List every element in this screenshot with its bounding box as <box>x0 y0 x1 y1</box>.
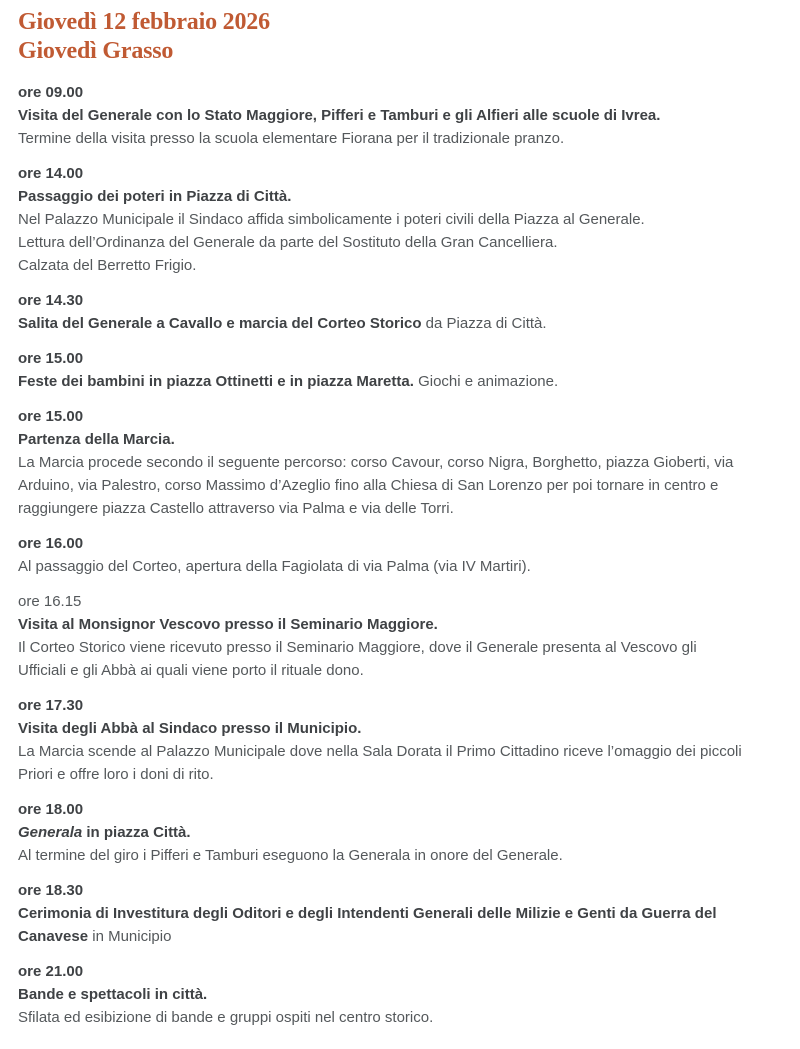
schedule-event <box>18 162 748 277</box>
page-title-date: Giovedì 12 febbraio 2026 <box>18 9 270 35</box>
event-title-text: in piazza Città. <box>82 824 191 841</box>
event-title-text: Visita al Monsignor Vescovo presso il Seminario Maggiore. <box>18 616 438 633</box>
schedule-event <box>18 405 748 520</box>
page-title-subtitle: Giovedì Grasso <box>18 38 174 64</box>
event-time: ore 16.15 <box>18 593 82 610</box>
event-title-text: Visita degli Abbà al Sindaco presso il Municipio. <box>18 720 362 737</box>
event-title-text: Passaggio dei poteri in Piazza di Città. <box>18 188 292 205</box>
schedule-event <box>18 590 748 682</box>
event-title-text: Bande e spettacoli in città. <box>18 986 208 1003</box>
schedule-event <box>18 289 748 335</box>
event-description-text: La Marcia procede secondo il seguente percorso: corso Cavour, corso Nigra, Borghetto, piazza Gioberti, via Arduino, via Palestro, corso Massimo d’Azeglio fino alla Chiesa di San Lorenzo per poi tornare in centro e raggiungere piazza Castello attraverso via Palma e via delle Torri. <box>18 454 734 517</box>
event-description-text: Sfilata ed esibizione di bande e gruppi ospiti nel centro storico. <box>18 1009 434 1026</box>
event-title-text: Generala <box>18 824 83 841</box>
event-title-text: Cerimonia di Investitura degli Oditori e degli Intendenti Generali delle Milizie e Genti da Guerra del Canavese <box>18 905 717 945</box>
event-description-text: da Piazza di Città. <box>421 315 547 332</box>
schedule-event <box>18 798 748 867</box>
event-description-text: Nel Palazzo Municipale il Sindaco affida simbolicamente i poteri civili della Piazza al Generale. <box>18 211 645 228</box>
event-title-text: Salita del Generale a Cavallo e marcia del Corteo Storico <box>18 315 422 332</box>
event-time: ore 18.30 <box>18 882 84 899</box>
event-time: ore 18.00 <box>18 801 84 818</box>
schedule-event <box>18 879 748 948</box>
event-description-text: La Marcia scende al Palazzo Municipale dove nella Sala Dorata il Primo Cittadino riceve l’omaggio dei piccoli Priori e offre loro i doni di rito. <box>18 743 742 783</box>
schedule-event <box>18 694 748 786</box>
event-description-text: Al passaggio del Corteo, apertura della Fagiolata di via Palma (via IV Martiri). <box>18 558 531 575</box>
event-time: ore 15.00 <box>18 350 84 367</box>
page-title <box>18 8 748 66</box>
event-time: ore 21.00 <box>18 963 84 980</box>
event-description-text: Lettura dell’Ordinanza del Generale da parte del Sostituto della Gran Cancelliera. <box>18 234 558 251</box>
event-description-text: Calzata del Berretto Frigio. <box>18 257 197 274</box>
event-time: ore 09.00 <box>18 84 84 101</box>
event-title-text: Visita del Generale con lo Stato Maggiore, Pifferi e Tamburi e gli Alfieri alle scuole di Ivrea. <box>18 107 661 124</box>
schedule-event <box>18 347 748 393</box>
event-description-text: Termine della visita presso la scuola elementare Fiorana per il tradizionale pranzo. <box>18 130 565 147</box>
event-description-text: Al termine del giro i Pifferi e Tamburi eseguono la Generala in onore del Generale. <box>18 847 563 864</box>
event-title-text: Feste dei bambini in piazza Ottinetti e in piazza Maretta. <box>18 373 414 390</box>
event-time: ore 17.30 <box>18 697 84 714</box>
event-time: ore 14.30 <box>18 292 84 309</box>
schedule-event <box>18 960 748 1029</box>
event-description-text: Giochi e animazione. <box>413 373 559 390</box>
event-title-text: Partenza della Marcia. <box>18 431 175 448</box>
event-time: ore 16.00 <box>18 535 84 552</box>
event-description-text: in Municipio <box>88 928 172 945</box>
event-time: ore 14.00 <box>18 165 84 182</box>
schedule-event <box>18 81 748 150</box>
schedule-list <box>18 81 748 1029</box>
event-time: ore 15.00 <box>18 408 84 425</box>
event-description-text: Il Corteo Storico viene ricevuto presso il Seminario Maggiore, dove il Generale presenta al Vescovo gli Ufficiali e gli Abbà ai quali viene porto il rituale dono. <box>18 639 697 679</box>
schedule-event <box>18 532 748 578</box>
